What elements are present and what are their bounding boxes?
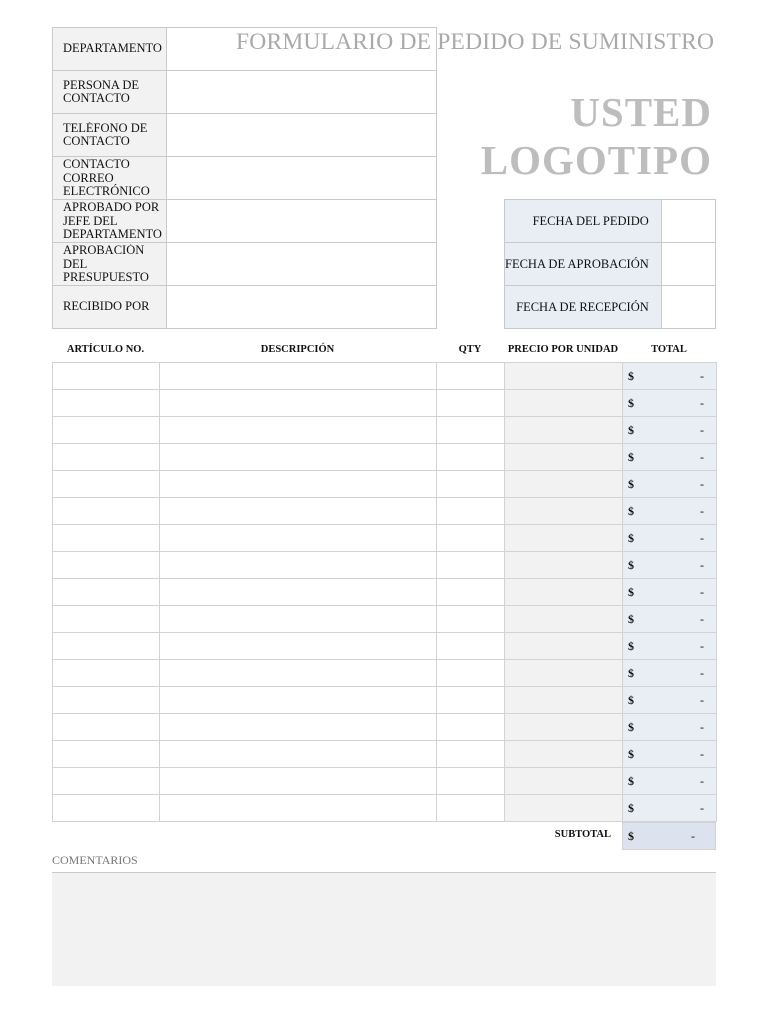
description-field[interactable] xyxy=(160,390,437,417)
total-cell xyxy=(623,444,717,471)
currency-symbol: $ xyxy=(628,801,634,815)
info-label-cell xyxy=(53,157,167,200)
items-table xyxy=(52,362,717,822)
total-amount: - xyxy=(700,531,704,545)
total-amount: - xyxy=(700,801,704,815)
dates-table xyxy=(504,199,716,329)
currency-symbol: $ xyxy=(628,612,634,626)
description-field[interactable] xyxy=(160,579,437,606)
header-unit-price: PRECIO POR UNIDAD xyxy=(507,344,619,355)
total-cell xyxy=(623,498,717,525)
qty-field[interactable] xyxy=(437,660,505,687)
unit-price-field[interactable] xyxy=(505,444,623,471)
logo-placeholder xyxy=(481,88,712,184)
total-cell xyxy=(623,795,717,822)
subtotal-row xyxy=(52,822,716,850)
total-cell xyxy=(623,552,717,579)
item-no-field[interactable] xyxy=(53,741,160,768)
subtotal-value xyxy=(622,822,716,850)
info-row xyxy=(53,157,437,200)
item-no-field[interactable] xyxy=(53,768,160,795)
currency-symbol: $ xyxy=(628,450,634,464)
currency-symbol: $ xyxy=(628,531,634,545)
total-cell xyxy=(623,471,717,498)
description-field[interactable] xyxy=(160,417,437,444)
info-label-cell xyxy=(53,286,167,329)
item-no-field[interactable] xyxy=(53,552,160,579)
table-row xyxy=(53,606,717,633)
item-no-field[interactable] xyxy=(53,795,160,822)
currency-symbol: $ xyxy=(628,396,634,410)
description-field[interactable] xyxy=(160,471,437,498)
currency-symbol: $ xyxy=(628,720,634,734)
header-item-no: ARTÍCULO NO. xyxy=(66,344,145,355)
table-row xyxy=(53,714,717,741)
unit-price-field[interactable] xyxy=(505,633,623,660)
info-value-field[interactable] xyxy=(166,243,436,286)
table-row xyxy=(53,498,717,525)
info-label-cell xyxy=(53,71,167,114)
info-value-field[interactable] xyxy=(166,286,436,329)
info-value-field[interactable] xyxy=(166,114,436,157)
total-cell xyxy=(623,363,717,390)
currency-symbol: $ xyxy=(628,423,634,437)
description-field[interactable] xyxy=(160,687,437,714)
description-field[interactable] xyxy=(160,363,437,390)
currency-symbol: $ xyxy=(628,774,634,788)
table-row xyxy=(53,363,717,390)
date-label: FECHA DEL PEDIDO xyxy=(532,213,649,228)
items-header xyxy=(52,344,716,358)
qty-field[interactable] xyxy=(437,498,505,525)
logo-line-2: LOGOTIPO xyxy=(480,137,712,183)
total-amount: - xyxy=(700,639,704,653)
item-no-field[interactable] xyxy=(53,525,160,552)
total-amount: - xyxy=(700,504,704,518)
unit-price-field[interactable] xyxy=(505,606,623,633)
currency-symbol: $ xyxy=(628,558,634,572)
unit-price-field[interactable] xyxy=(505,552,623,579)
total-amount: - xyxy=(700,477,704,491)
table-row xyxy=(53,579,717,606)
item-no-field[interactable] xyxy=(53,714,160,741)
unit-price-field[interactable] xyxy=(505,498,623,525)
table-row xyxy=(53,552,717,579)
date-row xyxy=(505,286,716,329)
info-label-cell xyxy=(53,200,167,243)
qty-field[interactable] xyxy=(437,552,505,579)
info-label: CONTACTO CORREO ELECTRÓNICO xyxy=(63,158,150,198)
info-label: TELÉFONO DE CONTACTO xyxy=(63,121,148,148)
total-amount: - xyxy=(700,396,704,410)
unit-price-field[interactable] xyxy=(505,417,623,444)
info-row xyxy=(53,200,437,243)
item-no-field[interactable] xyxy=(53,363,160,390)
total-amount: - xyxy=(700,774,704,788)
description-field[interactable] xyxy=(160,660,437,687)
qty-field[interactable] xyxy=(437,417,505,444)
description-field[interactable] xyxy=(160,498,437,525)
total-amount: - xyxy=(700,558,704,572)
total-amount: - xyxy=(700,612,704,626)
item-no-field[interactable] xyxy=(53,390,160,417)
item-no-field[interactable] xyxy=(53,606,160,633)
info-label: APROBACIÓN DEL PRESUPUESTO xyxy=(63,244,149,284)
unit-price-field[interactable] xyxy=(505,525,623,552)
total-cell xyxy=(623,633,717,660)
currency-symbol: $ xyxy=(628,477,634,491)
currency-symbol: $ xyxy=(628,639,634,653)
currency-symbol: $ xyxy=(628,369,634,383)
unit-price-field[interactable] xyxy=(505,579,623,606)
total-amount: - xyxy=(700,585,704,599)
table-row xyxy=(53,633,717,660)
qty-field[interactable] xyxy=(437,768,505,795)
table-row xyxy=(53,390,717,417)
total-cell xyxy=(623,606,717,633)
description-field[interactable] xyxy=(160,606,437,633)
qty-field[interactable] xyxy=(437,471,505,498)
currency-symbol: $ xyxy=(628,693,634,707)
description-field[interactable] xyxy=(160,525,437,552)
info-row xyxy=(53,114,437,157)
item-no-field[interactable] xyxy=(53,444,160,471)
header-total: TOTAL xyxy=(651,344,687,355)
info-label: PERSONA DE CONTACTO xyxy=(63,78,140,105)
header-description: DESCRIPCIÓN xyxy=(260,344,335,355)
unit-price-field[interactable] xyxy=(505,714,623,741)
total-cell xyxy=(623,525,717,552)
item-no-field[interactable] xyxy=(53,687,160,714)
date-value-field[interactable] xyxy=(661,200,715,243)
date-value-field[interactable] xyxy=(661,286,715,329)
qty-field[interactable] xyxy=(437,687,505,714)
total-amount: - xyxy=(700,720,704,734)
description-field[interactable] xyxy=(160,444,437,471)
total-cell xyxy=(623,660,717,687)
table-row xyxy=(53,444,717,471)
qty-field[interactable] xyxy=(437,714,505,741)
total-cell xyxy=(623,417,717,444)
date-label: FECHA DE APROBACIÓN xyxy=(505,256,649,271)
description-field[interactable] xyxy=(160,741,437,768)
qty-field[interactable] xyxy=(437,633,505,660)
total-amount: - xyxy=(700,369,704,383)
total-amount: - xyxy=(700,693,704,707)
qty-field[interactable] xyxy=(437,444,505,471)
description-field[interactable] xyxy=(160,714,437,741)
total-amount: - xyxy=(700,450,704,464)
currency-symbol: $ xyxy=(628,504,634,518)
total-amount: - xyxy=(700,423,704,437)
info-label: DEPARTAMENTO xyxy=(63,42,162,56)
table-row xyxy=(53,741,717,768)
total-cell xyxy=(623,741,717,768)
info-value-field[interactable] xyxy=(166,157,436,200)
unit-price-field[interactable] xyxy=(505,660,623,687)
total-cell xyxy=(623,579,717,606)
description-field[interactable] xyxy=(160,768,437,795)
total-cell xyxy=(623,714,717,741)
table-row xyxy=(53,417,717,444)
comments-label: COMENTARIOS xyxy=(52,853,138,867)
unit-price-field[interactable] xyxy=(505,741,623,768)
total-cell xyxy=(623,687,717,714)
item-no-field[interactable] xyxy=(53,633,160,660)
info-label-cell xyxy=(53,243,167,286)
date-label: FECHA DE RECEPCIÓN xyxy=(516,299,649,314)
comments-field[interactable] xyxy=(52,872,716,986)
info-row xyxy=(53,71,437,114)
date-value-field[interactable] xyxy=(661,243,715,286)
unit-price-field[interactable] xyxy=(505,687,623,714)
subtotal-label: SUBTOTAL xyxy=(554,829,611,840)
info-label: APROBADO POR JEFE DEL DEPARTAMENTO xyxy=(63,201,162,241)
header-qty: QTY xyxy=(458,344,482,355)
unit-price-field[interactable] xyxy=(505,795,623,822)
contact-info-table xyxy=(52,27,437,329)
info-row xyxy=(53,243,437,286)
table-row xyxy=(53,660,717,687)
table-row xyxy=(53,687,717,714)
info-label-cell xyxy=(53,114,167,157)
table-row xyxy=(53,525,717,552)
unit-price-field[interactable] xyxy=(505,768,623,795)
description-field[interactable] xyxy=(160,633,437,660)
qty-field[interactable] xyxy=(437,579,505,606)
subtotal-amount: - xyxy=(691,829,695,843)
total-cell xyxy=(623,768,717,795)
unit-price-field[interactable] xyxy=(505,390,623,417)
info-label: RECIBIDO POR xyxy=(63,300,150,314)
total-amount: - xyxy=(700,747,704,761)
info-label-cell xyxy=(53,28,167,71)
total-amount: - xyxy=(700,666,704,680)
table-row xyxy=(53,795,717,822)
total-cell xyxy=(623,390,717,417)
table-row xyxy=(53,471,717,498)
date-label-cell xyxy=(505,286,662,329)
description-field[interactable] xyxy=(160,552,437,579)
info-row xyxy=(53,286,437,329)
info-value-field[interactable] xyxy=(166,200,436,243)
currency-symbol: $ xyxy=(628,747,634,761)
item-no-field[interactable] xyxy=(53,498,160,525)
qty-field[interactable] xyxy=(437,795,505,822)
description-field[interactable] xyxy=(160,795,437,822)
form-title: FORMULARIO DE PEDIDO DE SUMINISTRO xyxy=(236,29,715,55)
qty-field[interactable] xyxy=(437,741,505,768)
date-row xyxy=(505,200,716,243)
date-label-cell xyxy=(505,200,662,243)
date-row xyxy=(505,243,716,286)
table-row xyxy=(53,768,717,795)
info-value-field[interactable] xyxy=(166,71,436,114)
qty-field[interactable] xyxy=(437,606,505,633)
unit-price-field[interactable] xyxy=(505,471,623,498)
currency-symbol: $ xyxy=(628,666,634,680)
currency-symbol: $ xyxy=(628,829,634,843)
qty-field[interactable] xyxy=(437,363,505,390)
item-no-field[interactable] xyxy=(53,417,160,444)
item-no-field[interactable] xyxy=(53,471,160,498)
item-no-field[interactable] xyxy=(53,660,160,687)
currency-symbol: $ xyxy=(628,585,634,599)
date-label-cell xyxy=(505,243,662,286)
logo-line-1: USTED xyxy=(570,89,712,135)
unit-price-field[interactable] xyxy=(505,363,623,390)
qty-field[interactable] xyxy=(437,525,505,552)
qty-field[interactable] xyxy=(437,390,505,417)
item-no-field[interactable] xyxy=(53,579,160,606)
